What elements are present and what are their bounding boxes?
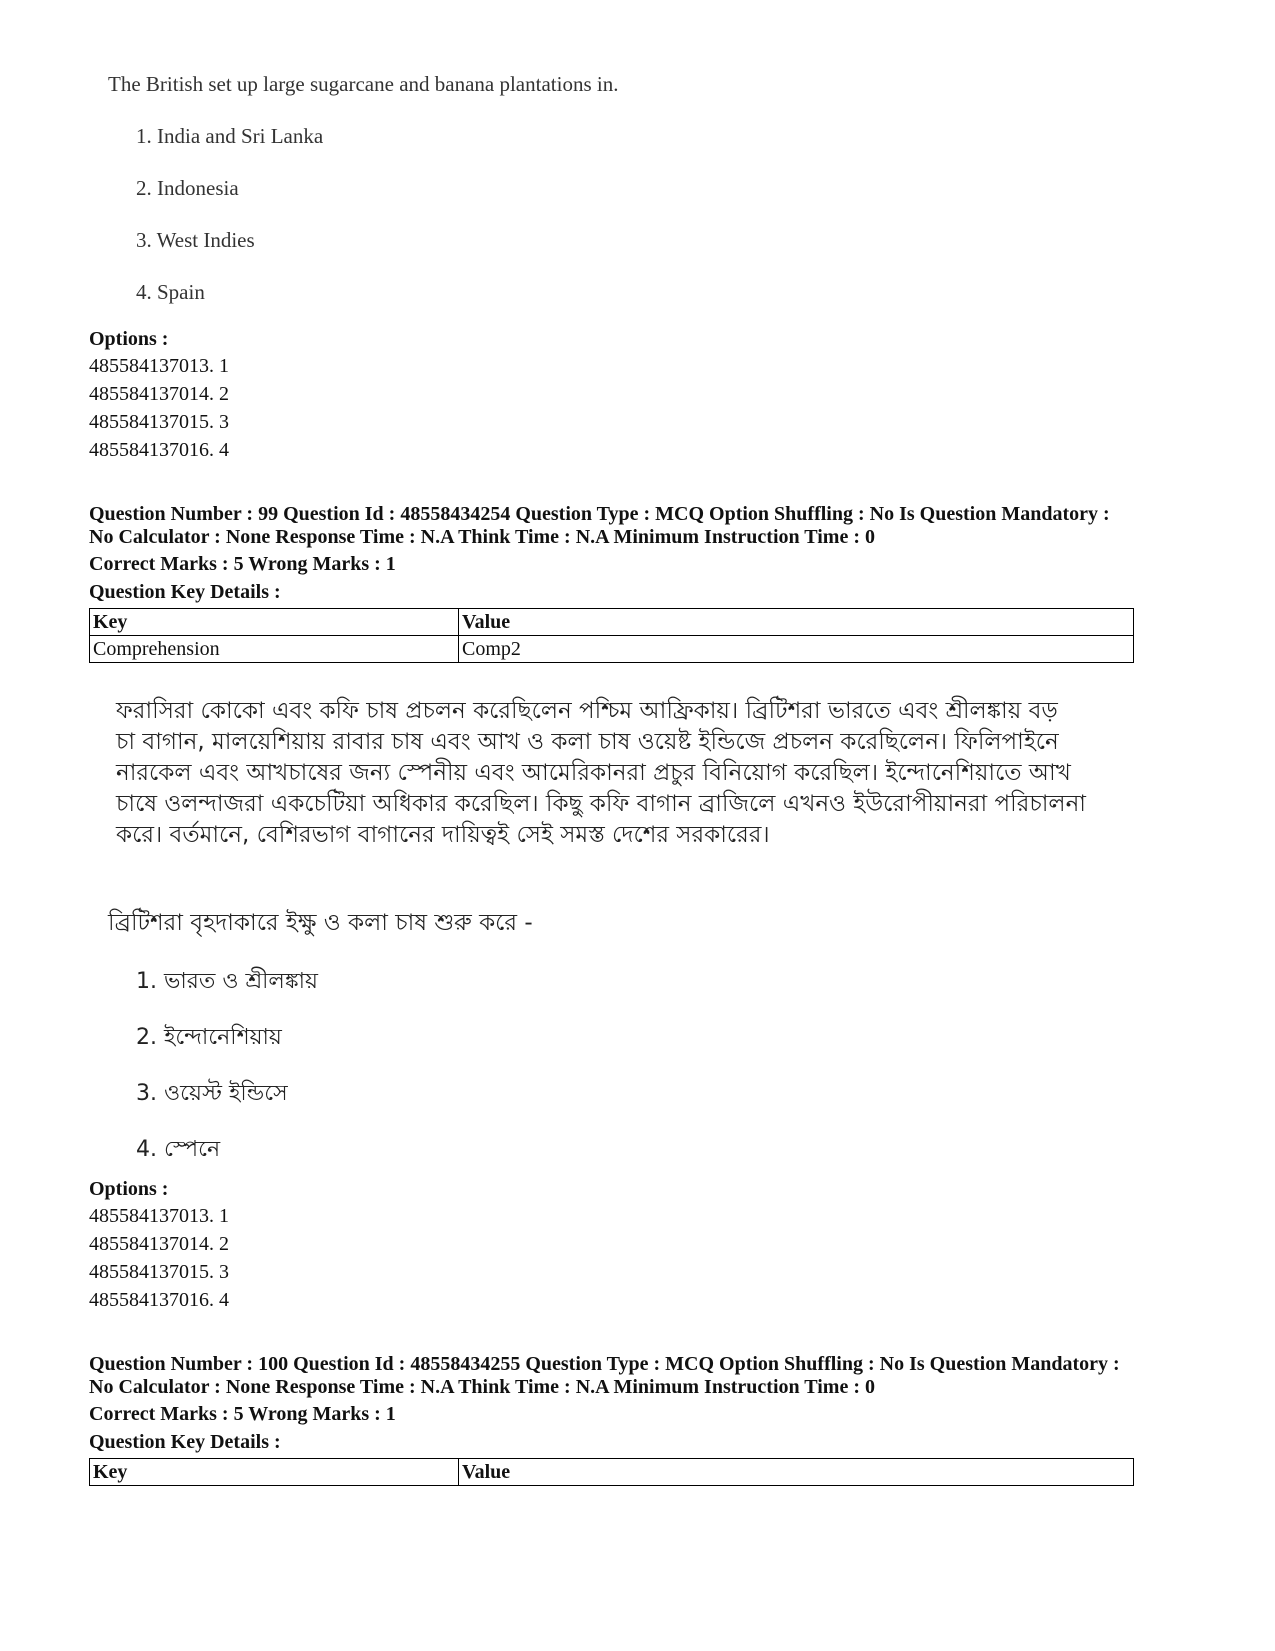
key-details-label: Question Key Details : [89, 1431, 281, 1453]
choice-en-2: 2. Indonesia [136, 176, 239, 200]
table-header-value: Value [459, 1459, 1134, 1486]
choice-en-3: 3. West Indies [136, 228, 255, 252]
key-details-table [89, 1458, 1134, 1486]
passage-line: নারকেল এবং আখচাষের জন্য স্পেনীয় এবং আমেরিকানরা প্রচুর বিনিয়োগ করেছিল। ইন্দোনেশিয়াতে আখ [116, 760, 1071, 786]
choice-bn-3: 3. ওয়েস্ট ইন্ডিসে [136, 1081, 288, 1106]
options-label: Options : [89, 328, 169, 350]
option-4: 485584137016. 4 [89, 1289, 229, 1311]
choice-en-1: 1. India and Sri Lanka [136, 124, 324, 148]
table-cell-value: Comp2 [459, 636, 1134, 663]
choice-bn-4: 4. স্পেনে [136, 1137, 221, 1162]
passage-line: করে। বর্তমানে, বেশিরভাগ বাগানের দায়িত্বই সেই সমস্ত দেশের সরকারের। [116, 822, 770, 848]
question-meta-line-1: Question Number : 100 Question Id : 48558434255 Question Type : MCQ Option Shuffling : No Is Question Mandatory : [89, 1353, 1120, 1375]
question-meta-line-2: No Calculator : None Response Time : N.A Think Time : N.A Minimum Instruction Time : 0 [89, 526, 875, 548]
table-header-row [90, 609, 1134, 636]
option-2: 485584137014. 2 [89, 383, 229, 405]
passage-line: ফরাসিরা কোকো এবং কফি চাষ প্রচলন করেছিলেন পশ্চিম আফ্রিকায়। ব্রিটিশরা ভারতে এবং শ্রীলঙ্কায় বড় [116, 698, 1058, 724]
key-details-table [89, 608, 1134, 663]
key-details-label: Question Key Details : [89, 581, 281, 603]
choice-en-4: 4. Spain [136, 280, 205, 304]
choice-bn-2: 2. ইন্দোনেশিয়ায় [136, 1025, 282, 1050]
table-header-value: Value [459, 609, 1134, 636]
table-header-key: Key [90, 609, 459, 636]
passage-line: চাষে ওলন্দাজরা একচেটিয়া অধিকার করেছিল। কিছু কফি বাগান ব্রাজিলে এখনও ইউরোপীয়ানরা পরিচালনা [116, 791, 1086, 817]
comprehension-passage [116, 696, 1086, 851]
table-cell-key: Comprehension [90, 636, 459, 663]
option-1: 485584137013. 1 [89, 355, 229, 377]
table-header-key: Key [90, 1459, 459, 1486]
option-3: 485584137015. 3 [89, 1261, 229, 1283]
table-row [90, 636, 1134, 663]
marks-line: Correct Marks : 5 Wrong Marks : 1 [89, 1403, 396, 1425]
option-1: 485584137013. 1 [89, 1205, 229, 1227]
table-header-row [90, 1459, 1134, 1486]
option-2: 485584137014. 2 [89, 1233, 229, 1255]
question-meta-line-2: No Calculator : None Response Time : N.A Think Time : N.A Minimum Instruction Time : 0 [89, 1376, 875, 1398]
passage-line: চা বাগান, মালয়েশিয়ায় রাবার চাষ এবং আখ ও কলা চাষ ওয়েষ্ট ইন্ডিজে প্রচলন করেছিলেন। ফিলিপাইনে [116, 729, 1059, 755]
question-meta-line-1: Question Number : 99 Question Id : 48558434254 Question Type : MCQ Option Shuffling : No Is Question Mandatory : [89, 503, 1110, 525]
question-text-en: The British set up large sugarcane and banana plantations in. [108, 72, 619, 96]
choice-bn-1: 1. ভারত ও শ্রীলঙ্কায় [136, 969, 318, 994]
options-label: Options : [89, 1178, 169, 1200]
option-3: 485584137015. 3 [89, 411, 229, 433]
option-4: 485584137016. 4 [89, 439, 229, 461]
marks-line: Correct Marks : 5 Wrong Marks : 1 [89, 553, 396, 575]
question-text-bn: ব্রিটিশরা বৃহদাকারে ইক্ষু ও কলা চাষ শুরু করে - [108, 910, 533, 936]
